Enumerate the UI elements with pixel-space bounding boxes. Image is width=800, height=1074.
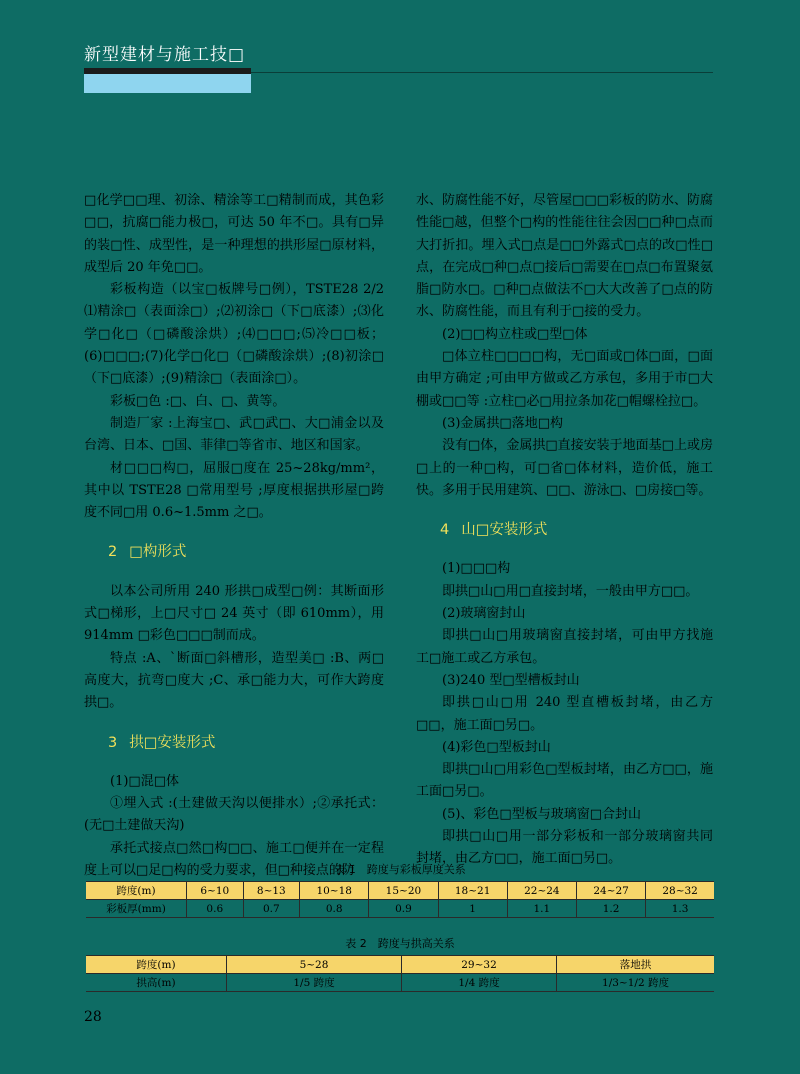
paragraph: (2)□□构立柱或□型□体: [442, 326, 588, 342]
paragraph: (3)金属拱□落地□构: [442, 415, 563, 431]
table-cell: 1.2: [576, 900, 645, 918]
table-row: [86, 974, 714, 992]
table-cell: 1/5 跨度: [227, 974, 402, 992]
paragraph: 即拱□山□用 240 型直槽板封堵，由乙方□□，施工面□另□。: [416, 695, 713, 733]
section-heading: [84, 732, 384, 754]
table-cell: 落地拱: [557, 956, 715, 974]
table-cell: 8~13: [243, 882, 300, 900]
paragraph: □化学□□理、初涂、精涂等工□精制而成，其色彩□□，抗腐□能力极□，可达 50 年不□。具有□异的装□性、成型性，是一种理想的拱形屋□原材料，成型后 20 年免□□。: [84, 193, 384, 275]
table-cell: 跨度(m): [86, 956, 227, 974]
table-cell: 22~24: [507, 882, 576, 900]
paragraph: 彩板构造（以宝□板牌号□例），TSTE28 2/2 ⑴精涂□（表面涂□）;⑵初涂□（下□底漆）;⑶化学□化□（□磷酸涂烘）;⑷□□□;⑸冷□□板；(6)□□□;(7)化学□化□（□磷酸涂烘）;(8)初涂□（下□底漆）;(9)精涂□（表面涂□）。: [84, 282, 384, 387]
section-title: 山□安装形式: [461, 522, 548, 539]
left-text-column: [84, 190, 384, 882]
section-heading: [416, 519, 713, 541]
table1-caption: 表 1 跨度与彩板厚度关系: [334, 863, 466, 876]
section-number: 2: [108, 544, 118, 561]
table-cell: 1.1: [507, 900, 576, 918]
paragraph: 材□□□构□，屈服□度在 25~28kg/mm²，其中以 TSTE28 □常用型号 ;厚度根据拱形屋□跨度不同□用 0.6~1.5mm 之□。: [84, 460, 384, 521]
table-cell: 0.6: [187, 900, 244, 918]
section-number: 3: [108, 734, 118, 751]
section-heading: [84, 541, 384, 563]
paragraph: (5)、彩色□型板与玻璃窗□合封山: [442, 806, 641, 822]
paragraph: 承托式接点□然□构□□、施工□便并在一定程度上可以□足□构的受力要求，但□种接点的防: [84, 840, 384, 879]
paragraph: (4)彩色□型板封山: [442, 739, 551, 755]
paragraph: 没有□体，金属拱□直接安装于地面基□上或房□上的一种□构，可□省□体材料，造价低，施工快。多用于民用建筑、□□、游泳□、□房接□等。: [416, 438, 713, 498]
table-cell: 彩板厚(mm): [86, 900, 187, 918]
table-span-thickness: [86, 881, 714, 918]
paragraph: 特点 :A、`断面□斜槽形，造型美□ :B、两□高度大，抗弯□度大 ;C、承□能力大，可作大跨度拱□。: [84, 650, 384, 711]
table-cell: 29~32: [402, 956, 557, 974]
paragraph: 水、防腐性能不好，尽管屋□□□彩板的防水、防腐性能□越，但整个□构的性能往往会因□□种□点而大打折扣。埋入式□点是□□外露式□点的改□性□点，在完成□种□点□接后□需要在□点□布置聚氨脂□防水□。□种□点做法不□大大改善了□点的防水、防腐性能，而且有利于□接的受力。: [416, 193, 713, 320]
table-cell: 15~20: [369, 882, 438, 900]
table-cell: 0.9: [369, 900, 438, 918]
paragraph: (1)□混□体: [110, 773, 179, 789]
table2-caption: 表 2 跨度与拱高关系: [345, 937, 455, 950]
paragraph: ①埋入式 :(土建做天沟以便排水）;②承托式：(无□土建做天沟): [84, 796, 384, 834]
paragraph: (1)□□□构: [442, 561, 511, 577]
journal-header-title: 新型建材与施工技□: [84, 45, 246, 65]
table-cell: 24~27: [576, 882, 645, 900]
table-cell: 0.7: [243, 900, 300, 918]
table-cell: 0.8: [300, 900, 369, 918]
section-title: □构形式: [129, 544, 187, 561]
table-cell: 18~21: [438, 882, 507, 900]
table-cell: 10~18: [300, 882, 369, 900]
table-cell: 6~10: [187, 882, 244, 900]
table-header-row: [86, 956, 714, 974]
paragraph: 即拱□山□用□直接封堵，一般由甲方□□。: [442, 583, 699, 599]
paragraph: 以本公司所用 240 形拱□成型□例：其断面形式□梯形，上□尺寸□ 24 英寸（即 610mm），用 914mm □彩色□□□制而成。: [84, 583, 384, 644]
paragraph: (2)玻璃窗封山: [442, 606, 526, 622]
table-cell: 1/4 跨度: [402, 974, 557, 992]
table-cell: 5~28: [227, 956, 402, 974]
section-number: 4: [440, 522, 450, 539]
table-cell: 28~32: [646, 882, 714, 900]
section-title: 拱□安装形式: [129, 734, 216, 751]
header-rule-line: [251, 72, 713, 73]
table-span-height: [86, 955, 714, 992]
table-cell: 拱高(m): [86, 974, 227, 992]
table-header-row: [86, 882, 714, 900]
paragraph: 彩板□色 :□、白、□、黄等。: [110, 393, 286, 409]
paragraph: 即拱□山□用玻璃窗直接封堵，可由甲方找施工□施工或乙方承包。: [416, 628, 713, 666]
table-row: [86, 900, 714, 918]
paragraph: □体立柱□□□□构，无□面或□体□面，□面由甲方确定 ;可由甲方做或乙方承包，多用于市□大棚或□□等 :立柱□必□用拉条加花□帽螺栓拉□。: [416, 349, 713, 409]
page-number: 28: [84, 1009, 102, 1025]
table-cell: 1.3: [671, 902, 689, 915]
table-cell: 1: [438, 900, 507, 918]
header-accent-block: [84, 74, 251, 93]
right-text-column: [416, 190, 713, 871]
table-cell: 1/3~1/2 跨度: [602, 977, 669, 989]
paragraph: (3)240 型□型槽板封山: [442, 672, 580, 688]
paragraph: 即拱□山□用一部分彩板和一部分玻璃窗共同封堵，由乙方□□，施工面□另□。: [416, 829, 713, 867]
paragraph: 即拱□山□用彩色□型板封堵，由乙方□□，施工面□另□。: [416, 762, 713, 800]
table-cell: 跨度(m): [86, 882, 187, 900]
paragraph: 制造厂家 :上海宝□、武□武□、大□浦金以及台湾、日本、□国、菲律□等省市、地区和国家。: [84, 415, 384, 454]
